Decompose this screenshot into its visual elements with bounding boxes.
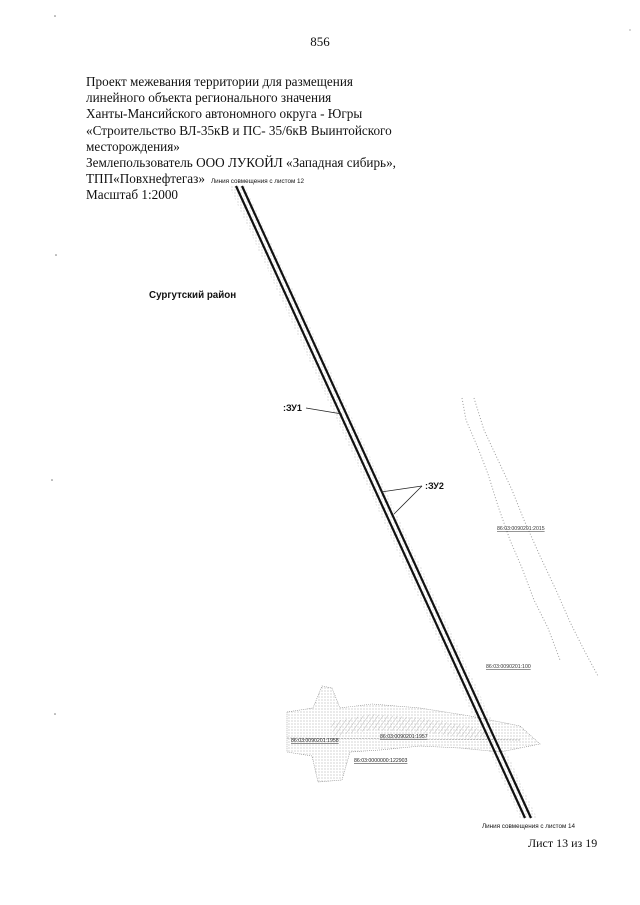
title-line: Землепользователь ООО ЛУКОЙЛ «Западная сибирь», <box>86 155 396 171</box>
district-label: Сургутский район <box>149 290 237 301</box>
title-line: линейного объекта регионального значения <box>86 90 332 106</box>
title-line: Проект межевания территории для размещения <box>86 74 353 89</box>
page-number: 856 <box>310 34 330 49</box>
cadastral-label-100: 86:03:0090201:100 <box>486 664 531 670</box>
title-line: «Строительство ВЛ-35кВ и ПС- 35/6кВ Выинтойского <box>86 122 392 138</box>
page-edge-marks <box>51 15 630 715</box>
parcel-boundary-2015 <box>462 398 598 676</box>
title-line: ТПП«Повхнефтегаз» <box>86 171 205 187</box>
match-line-bottom-label: Линия совмещения с листом 14 <box>482 823 576 830</box>
scale-label: Масштаб 1:2000 <box>86 187 179 203</box>
cadastral-label-2015: 86:03:0090201:2015 <box>497 526 545 532</box>
cadastral-label-1958: 86:03:0090201:1958 <box>291 738 339 744</box>
cadastral-label-122903: 86:03:0000000:122903 <box>354 758 408 764</box>
match-line-top-label: Линия совмещения с листом 12 <box>211 178 305 185</box>
sheet-number: Лист 13 из 19 <box>528 836 598 850</box>
cadastral-label-1957: 86:03:0090201:1957 <box>380 734 428 740</box>
title-line: месторождения» <box>86 138 180 154</box>
title-line: Ханты-Мансийского автономного округа - Югры <box>86 106 363 122</box>
parcel-label-zu1: :ЗУ1 <box>283 403 302 413</box>
parcel-label-zu2: :ЗУ2 <box>425 481 444 491</box>
